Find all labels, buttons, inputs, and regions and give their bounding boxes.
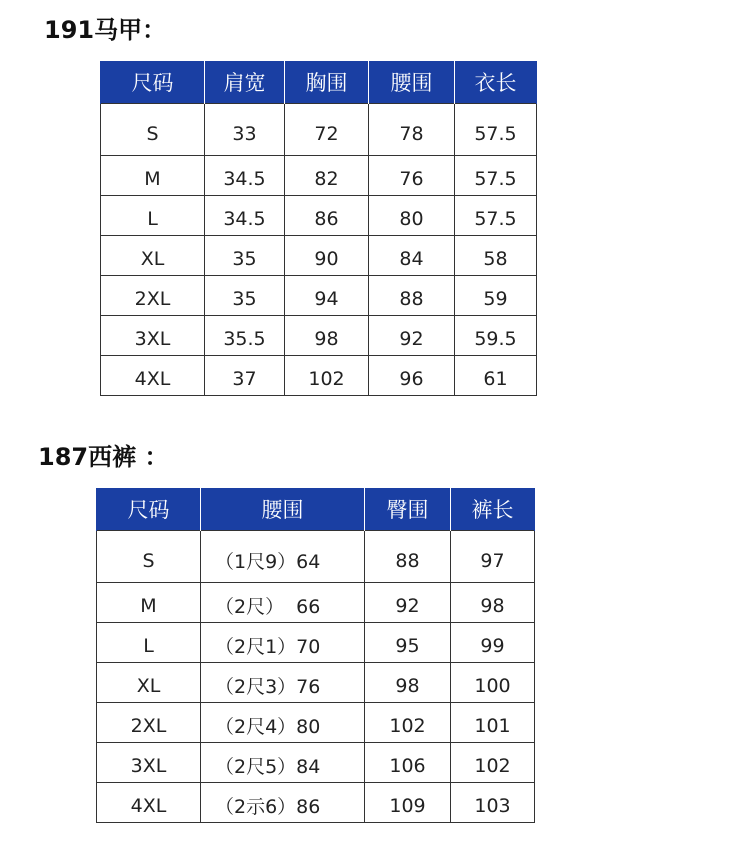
cell-hip: 92 [365,583,451,623]
cell-waist: 96 [369,356,455,396]
cell-waist: 76 [369,156,455,196]
cell-size: 4XL [97,783,201,823]
cell-size: S [97,531,201,583]
cell-trouser-length: 99 [451,623,535,663]
table-row [97,663,535,703]
cell-size: XL [101,236,205,276]
table-row [101,196,537,236]
cell-waist: 88 [369,276,455,316]
cell-size: M [101,156,205,196]
cell-chest: 98 [285,316,369,356]
cell-chest: 82 [285,156,369,196]
header-size: 尺码 [97,488,201,531]
cell-shoulder: 35 [205,276,285,316]
table-row [97,703,535,743]
cell-size: L [101,196,205,236]
cell-waist: （2尺1）70 [201,623,365,663]
cell-shoulder: 34.5 [205,196,285,236]
table-row [101,276,537,316]
cell-size: 2XL [97,703,201,743]
trousers-size-table [96,488,535,823]
cell-waist: 84 [369,236,455,276]
cell-size: M [97,583,201,623]
cell-trouser-length: 97 [451,531,535,583]
table-header-row [97,488,535,531]
cell-trouser-length: 102 [451,743,535,783]
cell-hip: 106 [365,743,451,783]
cell-shoulder: 35.5 [205,316,285,356]
table-row [101,236,537,276]
table-row [101,104,537,156]
cell-size: 3XL [101,316,205,356]
cell-chest: 94 [285,276,369,316]
cell-hip: 88 [365,531,451,583]
trousers-section-title: 187西裤 ： [38,443,169,471]
cell-waist: （2尺4）80 [201,703,365,743]
cell-trouser-length: 98 [451,583,535,623]
table-row [101,316,537,356]
cell-chest: 86 [285,196,369,236]
cell-shoulder: 33 [205,104,285,156]
header-waist: 腰围 [369,61,455,104]
header-hip: 臀围 [365,488,451,531]
cell-trouser-length: 103 [451,783,535,823]
cell-shoulder: 37 [205,356,285,396]
cell-size: XL [97,663,201,703]
cell-chest: 102 [285,356,369,396]
cell-length: 57.5 [455,104,537,156]
cell-hip: 109 [365,783,451,823]
cell-size: 2XL [101,276,205,316]
cell-hip: 102 [365,703,451,743]
cell-shoulder: 34.5 [205,156,285,196]
cell-size: S [101,104,205,156]
cell-hip: 95 [365,623,451,663]
cell-length: 57.5 [455,156,537,196]
table-row [97,743,535,783]
cell-trouser-length: 100 [451,663,535,703]
cell-chest: 90 [285,236,369,276]
table-row [101,156,537,196]
header-length: 衣长 [455,61,537,104]
cell-chest: 72 [285,104,369,156]
cell-size: 4XL [101,356,205,396]
table-row [97,583,535,623]
cell-length: 58 [455,236,537,276]
header-chest: 胸围 [285,61,369,104]
cell-length: 61 [455,356,537,396]
header-size: 尺码 [101,61,205,104]
header-shoulder: 肩宽 [205,61,285,104]
table-row [97,531,535,583]
cell-length: 59 [455,276,537,316]
cell-waist: （1尺9）64 [201,531,365,583]
table-header-row [101,61,537,104]
vest-section-title: 191马甲： [44,16,167,44]
vest-size-table [100,61,537,396]
table-row [97,783,535,823]
cell-size: L [97,623,201,663]
cell-waist: 92 [369,316,455,356]
table-row [101,356,537,396]
cell-waist: （2示6）86 [201,783,365,823]
cell-length: 57.5 [455,196,537,236]
cell-hip: 98 [365,663,451,703]
header-waist: 腰围 [201,488,365,531]
cell-shoulder: 35 [205,236,285,276]
cell-length: 59.5 [455,316,537,356]
cell-waist: 78 [369,104,455,156]
cell-waist: （2尺） 66 [201,583,365,623]
table-row [97,623,535,663]
cell-waist: （2尺5）84 [201,743,365,783]
cell-size: 3XL [97,743,201,783]
cell-waist: （2尺3）76 [201,663,365,703]
header-trouser-length: 裤长 [451,488,535,531]
cell-waist: 80 [369,196,455,236]
cell-trouser-length: 101 [451,703,535,743]
